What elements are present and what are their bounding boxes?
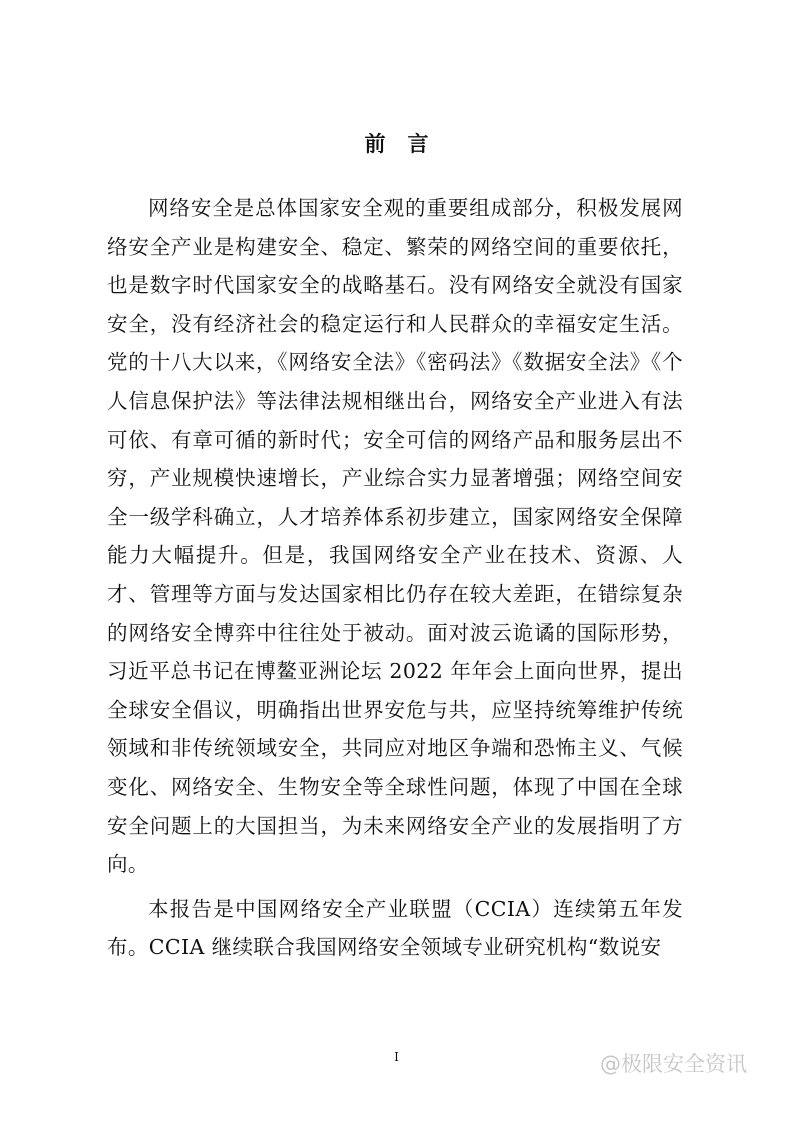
document-body	[107, 189, 683, 967]
body-paragraph: 本报告是中国网络安全产业联盟（CCIA）连续第五年发布。CCIA 继续联合我国网络安全领域专业研究机构“数说安	[107, 896, 683, 960]
page-number: I	[394, 1050, 399, 1064]
watermark: @极限安全资讯	[600, 1052, 747, 1076]
page-title: 前言	[364, 131, 451, 156]
body-paragraph: 网络安全是总体国家安全观的重要组成部分，积极发展网络安全产业是构建安全、稳定、繁荣的网络空间的重要依托，也是数字时代国家安全的战略基石。没有网络安全就没有国家安全，没有经济社会的稳定运行和人民群众的幸福安定生活。党的十八大以来，《网络安全法》《密码法》《数据安全法》《个人信息保护法》等法律法规相继出台，网络安全产业进入有法可依、有章可循的新时代；安全可信的网络产品和服务层出不穷，产业规模快速增长，产业综合实力显著增强；网络空间安全一级学科确立，人才培养体系初步建立，国家网络安全保障能力大幅提升。但是，我国网络安全产业在技术、资源、人才、管理等方面与发达国家相比仍存在较大差距，在错综复杂的网络安全博弈中往往处于被动。面对波云诡谲的国际形势，习近平总书记在博鳌亚洲论坛 2022 年年会上面向世界，提出全球安全倡议，明确指出世界安危与共，应坚持统筹维护传统领域和非传统领域安全，共同应对地区争端和恐怖主义、气候变化、网络安全、生物安全等全球性问题，体现了中国在全球安全问题上的大国担当，为未来网络安全产业的发展指明了方向。	[107, 196, 683, 877]
